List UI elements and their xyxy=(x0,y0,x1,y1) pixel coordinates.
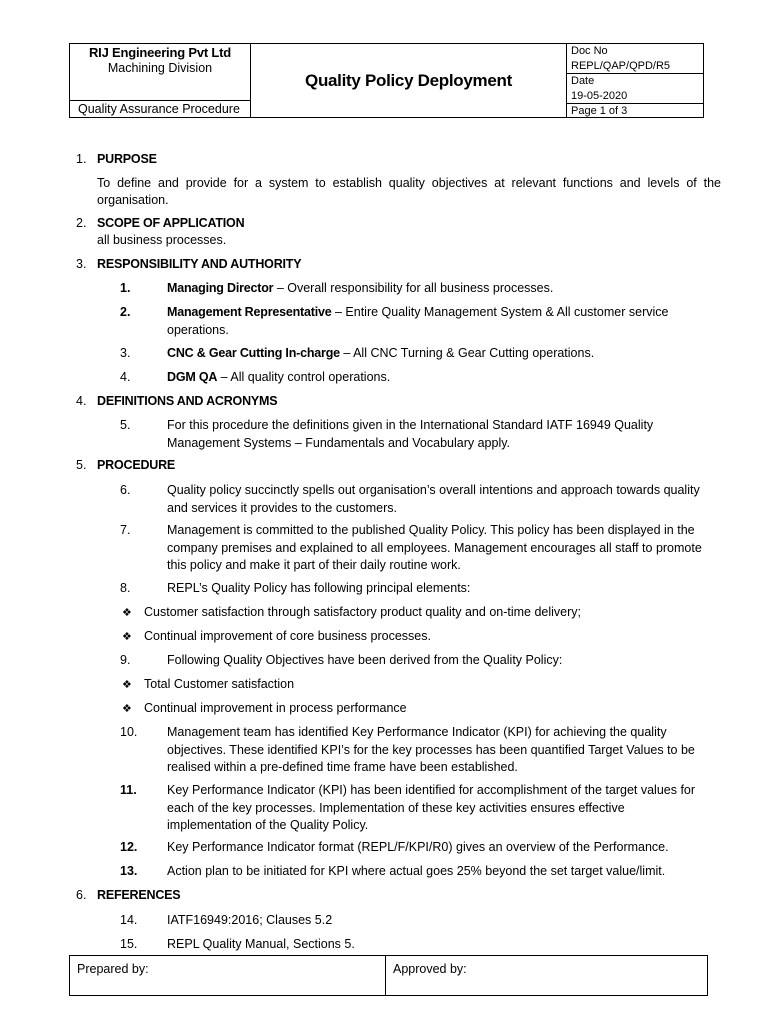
procedure-item: Key Performance Indicator format (REPL/F/KPI/R0) gives an overview of the Performance. xyxy=(167,840,669,854)
item-number: 12. xyxy=(120,840,138,854)
role-description: – All CNC Turning & Gear Cutting operations. xyxy=(339,346,595,360)
section-heading-definitions: DEFINITIONS AND ACRONYMS xyxy=(97,394,278,408)
section-number: 6. xyxy=(76,888,87,902)
purpose-text: To define and provide for a system to establish quality objectives at relevant functions and levels of the organisation. xyxy=(97,176,721,207)
company-cell xyxy=(70,44,251,101)
role-name: Management Representative xyxy=(167,305,332,319)
item-number: 9. xyxy=(120,653,131,667)
reference-item: REPL Quality Manual, Sections 5. xyxy=(167,937,355,951)
section-number: 1. xyxy=(76,152,87,166)
item-number: 10. xyxy=(120,725,138,739)
section-heading-responsibility: RESPONSIBILITY AND AUTHORITY xyxy=(97,257,302,271)
responsibility-item xyxy=(167,304,712,339)
list-item xyxy=(122,628,702,645)
procedure-item: Following Quality Objectives have been derived from the Quality Policy: xyxy=(167,653,563,667)
procedure-item: Management is committed to the published Quality Policy. This policy has been displayed in the company premises and explained to all employees. Management encourages all staff to promote this policy and make it part of their daily routine work. xyxy=(167,523,702,572)
bullet-text: Customer satisfaction through satisfactory product quality and on-time delivery; xyxy=(144,605,582,619)
procedure-item: Quality policy succinctly spells out organisation’s overall intentions and approach towards quality and services it provides to the customers. xyxy=(167,483,700,515)
procedure-type: Quality Assurance Procedure xyxy=(70,101,251,117)
section-number: 5. xyxy=(76,458,87,472)
diamond-bullet-icon: ❖ xyxy=(122,678,132,691)
page-number: Page 1 of 3 xyxy=(571,105,628,117)
document-title: Quality Policy Deployment xyxy=(305,70,512,90)
bullet-text: Continual improvement of core business processes. xyxy=(144,629,431,643)
procedure-item: REPL’s Quality Policy has following principal elements: xyxy=(167,581,471,595)
item-number: 2. xyxy=(120,305,131,319)
responsibility-item xyxy=(167,280,712,298)
section-heading-purpose: PURPOSE xyxy=(97,152,157,166)
section-number: 4. xyxy=(76,394,87,408)
approved-by-label: Approved by: xyxy=(393,962,467,976)
signature-footer xyxy=(69,955,708,996)
item-number: 14. xyxy=(120,913,138,927)
item-number: 1. xyxy=(120,281,131,295)
date-label: Date xyxy=(571,75,595,87)
section-heading-scope: SCOPE OF APPLICATION xyxy=(97,216,245,230)
item-number: 8. xyxy=(120,581,131,595)
section-heading-references: REFERENCES xyxy=(97,888,181,902)
division-name: Machining Division xyxy=(107,61,213,75)
item-number: 5. xyxy=(120,418,131,432)
bullet-text: Total Customer satisfaction xyxy=(144,677,295,691)
reference-item: IATF16949:2016; Clauses 5.2 xyxy=(167,913,333,927)
date-value: 19-05-2020 xyxy=(567,89,703,105)
definitions-text: For this procedure the definitions given in the International Standard IATF 16949 Quality Management Systems – Fundamentals and Vocabulary apply. xyxy=(167,418,654,450)
item-number: 3. xyxy=(120,346,131,360)
item-number: 6. xyxy=(120,483,131,497)
item-number: 15. xyxy=(120,937,138,951)
company-name: RIJ Engineering Pvt Ltd xyxy=(88,45,232,60)
list-item xyxy=(122,700,702,717)
list-item xyxy=(122,604,702,621)
title-cell xyxy=(251,44,567,117)
role-description: – Entire Quality Management System & All customer service operations. xyxy=(167,305,669,337)
bullet-text: Continual improvement in process performance xyxy=(144,701,407,715)
procedure-item: Management team has identified Key Performance Indicator (KPI) for achieving the quality objectives. These identified KPI’s for the key processes has been quantified Target Values to be realised within a pre-defined time frame have been established. xyxy=(167,725,695,774)
doc-meta-cell xyxy=(567,44,703,117)
section-number: 2. xyxy=(76,216,87,230)
role-name: DGM QA xyxy=(167,370,218,384)
procedure-item: Action plan to be initiated for KPI where actual goes 25% beyond the set target value/limit. xyxy=(167,864,666,878)
role-description: – Overall responsibility for all business processes. xyxy=(273,281,554,295)
doc-no-label: Doc No xyxy=(571,45,608,57)
prepared-by-label: Prepared by: xyxy=(70,956,386,995)
list-item xyxy=(122,676,702,693)
responsibility-item xyxy=(167,369,712,387)
section-number: 3. xyxy=(76,257,87,271)
section-heading-procedure: PROCEDURE xyxy=(97,458,176,472)
role-description: – All quality control operations. xyxy=(217,370,391,384)
document-header xyxy=(69,43,704,118)
role-name: Managing Director xyxy=(167,281,274,295)
role-name: CNC & Gear Cutting In-charge xyxy=(167,346,340,360)
doc-no-value: REPL/QAP/QPD/R5 xyxy=(567,59,703,75)
item-number: 7. xyxy=(120,523,131,537)
item-number: 13. xyxy=(120,864,138,878)
diamond-bullet-icon: ❖ xyxy=(122,606,132,619)
diamond-bullet-icon: ❖ xyxy=(122,702,132,715)
scope-text: all business processes. xyxy=(97,233,227,247)
item-number: 11. xyxy=(120,783,137,797)
responsibility-item xyxy=(167,345,712,363)
procedure-item: Key Performance Indicator (KPI) has been identified for accomplishment of the target values for each of the key processes. Implementation of these key activities ensures effective implementation of the Quality Policy. xyxy=(167,783,696,832)
item-number: 4. xyxy=(120,370,131,384)
diamond-bullet-icon: ❖ xyxy=(122,630,132,643)
